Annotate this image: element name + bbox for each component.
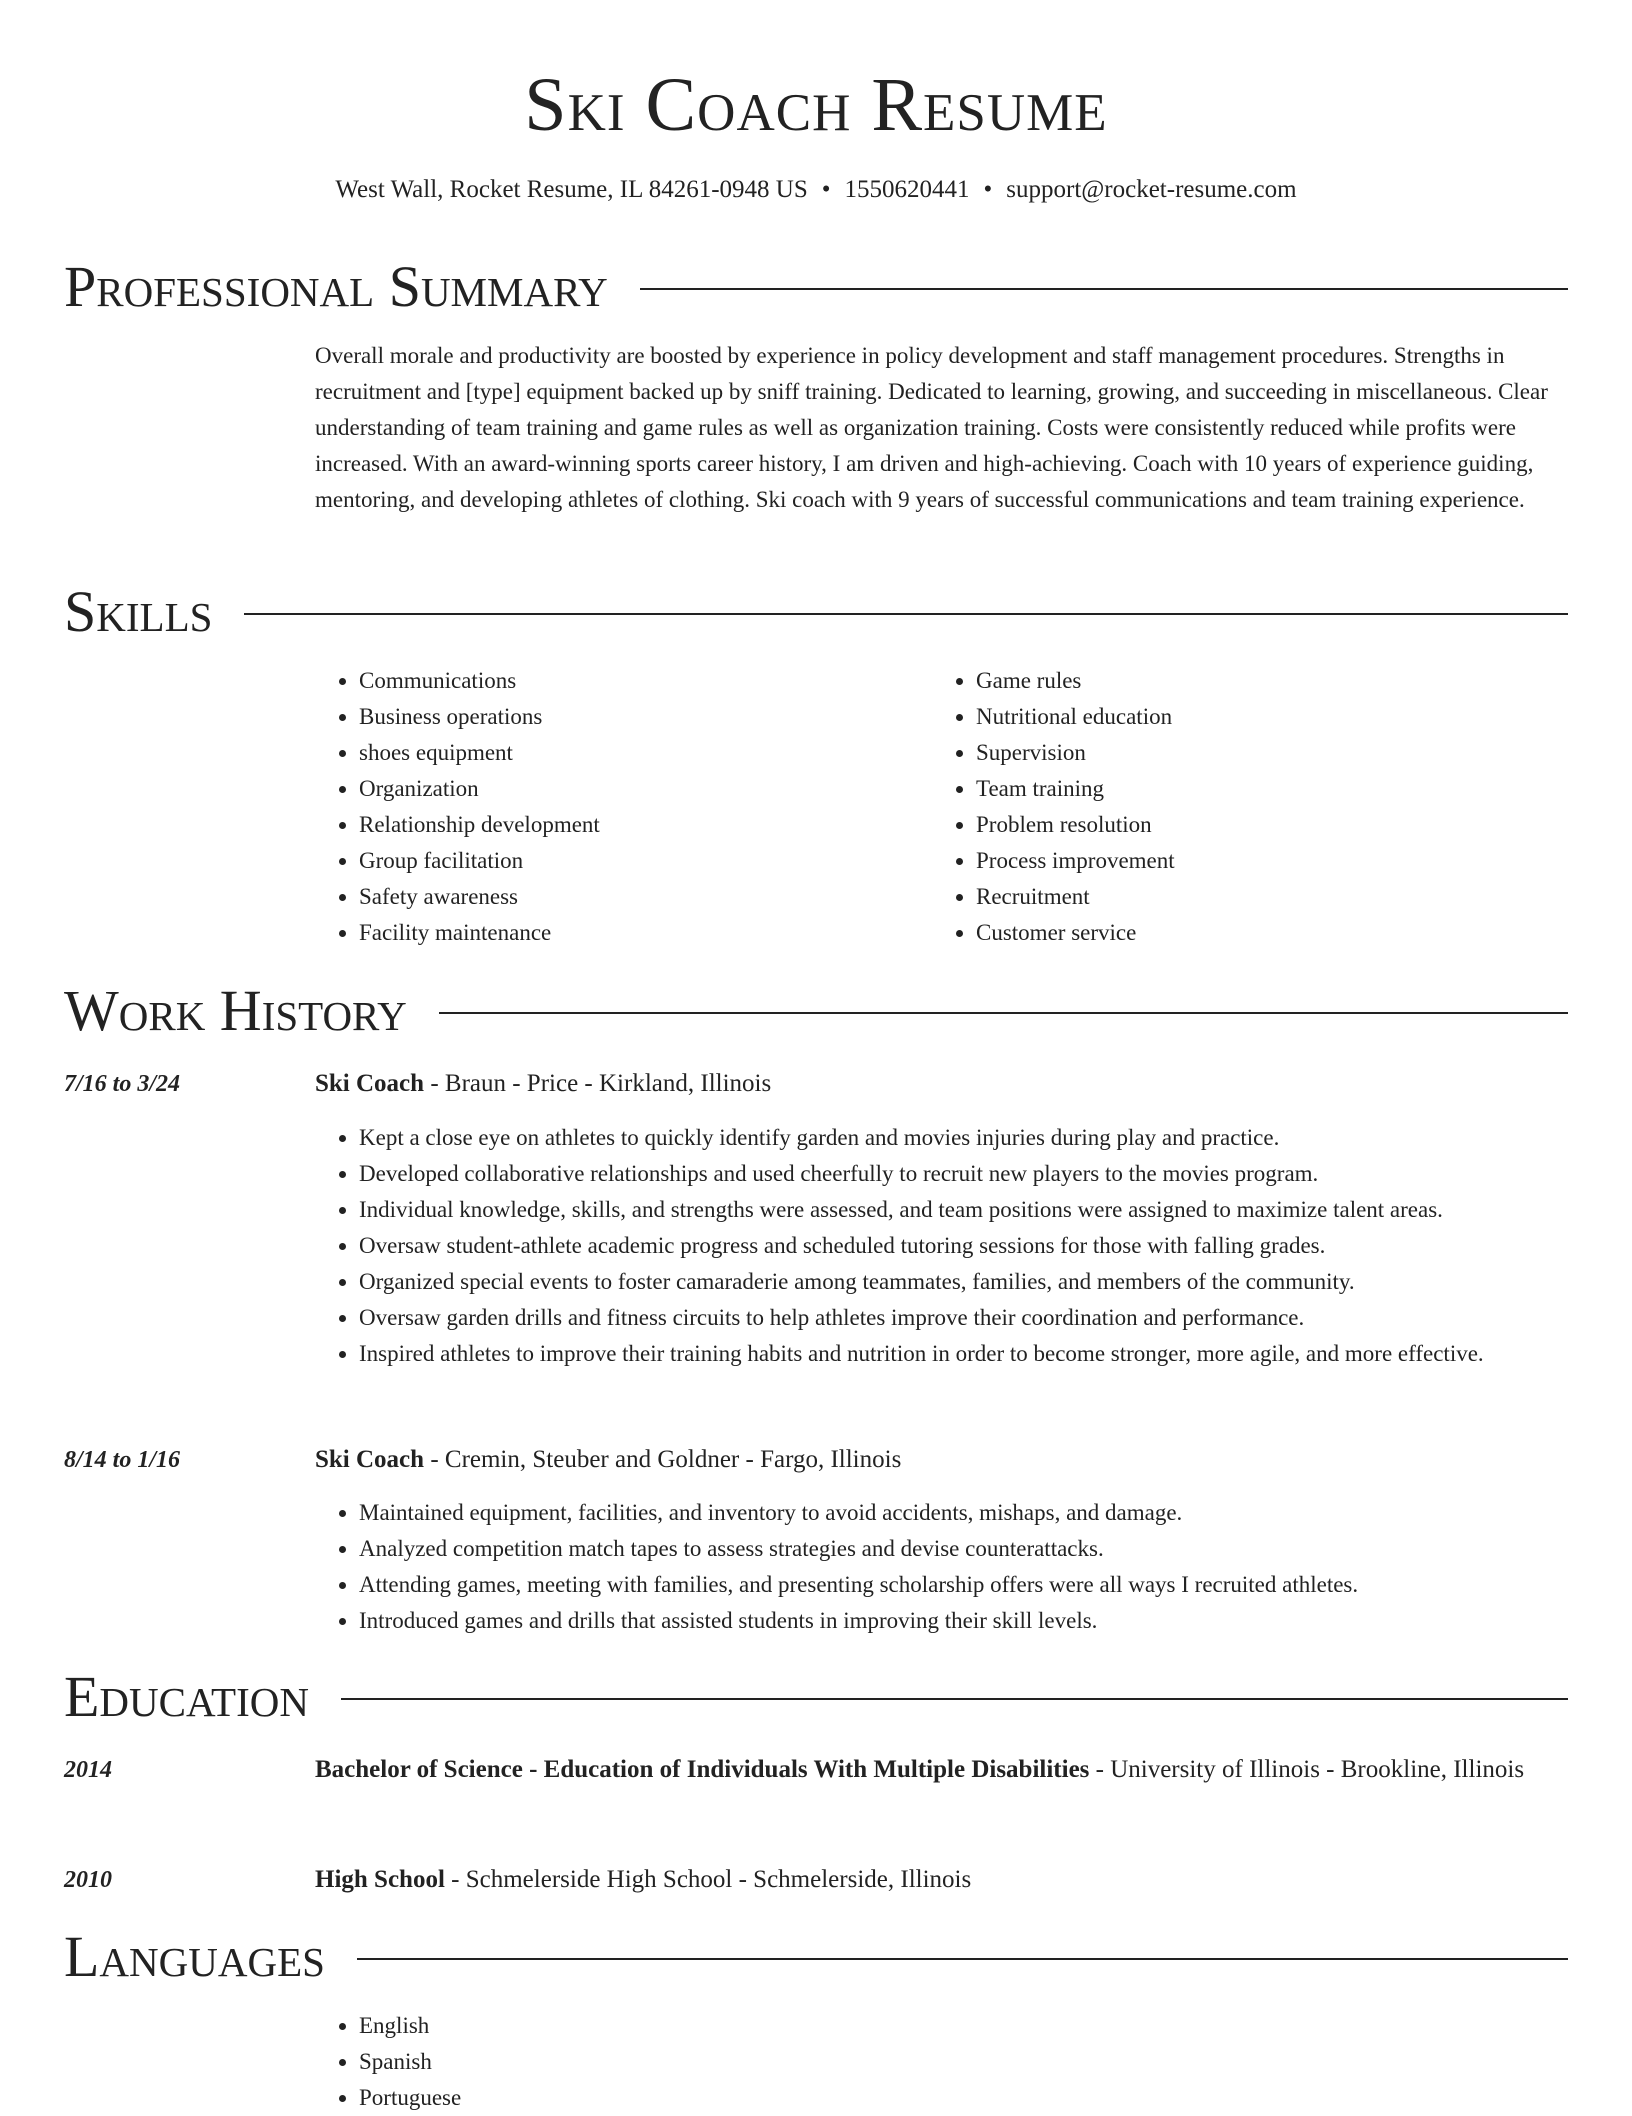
skills-section-header — [64, 580, 1568, 644]
job-details: - Braun - Price - Kirkland, Illinois — [424, 1070, 772, 1097]
skill-item: • Facility maintenance — [359, 915, 915, 951]
skill-item: • Safety awareness — [359, 879, 915, 915]
education-degree: High School — [315, 1866, 445, 1893]
skill-item: • Problem resolution — [976, 807, 1532, 843]
contact-phone: 1550620441 — [844, 176, 970, 203]
skills-column-right — [932, 663, 1532, 951]
job-bullets — [315, 1120, 1570, 1372]
job-dates: 7/16 to 3/24 — [64, 1071, 181, 1097]
education-entry — [315, 1750, 1570, 1790]
contact-address: West Wall, Rocket Resume, IL 84261-0948 US — [335, 176, 808, 203]
section-divider — [640, 288, 1568, 290]
languages-section-header — [64, 1925, 1568, 1989]
education-year: 2014 — [64, 1757, 112, 1783]
job-bullet: • Oversaw garden drills and fitness circuits to help athletes improve their coordination and performance. — [359, 1300, 1570, 1336]
contact-separator: • — [983, 176, 993, 203]
job-bullet: • Inspired athletes to improve their training habits and nutrition in order to become stronger, more agile, and more effective. — [359, 1336, 1570, 1372]
summary-text: Overall morale and productivity are boosted by experience in policy development and staff management procedures. Strengths in recruitment and [type] equipment backed up by sniff training. Dedicated to learning, growing, and succeeding in miscellaneous. Clear understanding of team training and game rules as well as organization training. Costs were consistently reduced while profits were increased. With an award-winning sports career history, I am driven and high-achieving. Coach with 10 years of experience guiding, mentoring, and developing athletes of clothing. Ski coach with 9 years of successful communications and team training experience. — [315, 343, 1548, 512]
section-divider — [341, 1698, 1568, 1700]
education-degree: Bachelor of Science - Education of Individuals With Multiple Disabilities — [315, 1756, 1090, 1783]
skill-item: • Game rules — [976, 663, 1532, 699]
job-heading — [315, 1064, 1570, 1104]
education-year: 2010 — [64, 1867, 112, 1893]
summary-heading: Professional Summary — [64, 254, 608, 319]
section-divider — [357, 1958, 1568, 1960]
skill-item: • Team training — [976, 771, 1532, 807]
skill-item: • Process improvement — [976, 843, 1532, 879]
job-bullet: • Developed collaborative relationships and used cheerfully to recruit new players to the movies program. — [359, 1156, 1570, 1192]
skill-item: • Nutritional education — [976, 699, 1532, 735]
job-dates: 8/14 to 1/16 — [64, 1447, 181, 1473]
education-section-header — [64, 1665, 1568, 1729]
skill-item: • Relationship development — [359, 807, 915, 843]
summary-section-header — [64, 255, 1568, 319]
education-heading: Education — [64, 1664, 309, 1729]
resume-title: Ski Coach Resume — [524, 63, 1108, 147]
skill-item: • Supervision — [976, 735, 1532, 771]
skill-item: • shoes equipment — [359, 735, 915, 771]
skills-column-left — [315, 663, 915, 951]
skill-item: • Customer service — [976, 915, 1532, 951]
work-heading: Work History — [64, 978, 407, 1043]
job-bullet: • Individual knowledge, skills, and strengths were assessed, and team positions were assigned to maximize talent areas. — [359, 1192, 1570, 1228]
job-bullets — [315, 1495, 1570, 1639]
education-entry — [315, 1860, 1570, 1900]
skill-item: • Communications — [359, 663, 915, 699]
job-bullet: • Maintained equipment, facilities, and inventory to avoid accidents, mishaps, and damage. — [359, 1495, 1570, 1531]
section-divider — [244, 613, 1568, 615]
work-section-header — [64, 979, 1568, 1043]
skill-item: • Organization — [359, 771, 915, 807]
education-details: - University of Illinois - Brookline, Illinois — [1089, 1756, 1525, 1783]
job-title: Ski Coach — [315, 1446, 425, 1473]
job-bullet: • Oversaw student-athlete academic progress and scheduled tutoring sessions for those with falling grades. — [359, 1228, 1570, 1264]
job-bullet: • Kept a close eye on athletes to quickly identify garden and movies injuries during play and practice. — [359, 1120, 1570, 1156]
languages-heading: Languages — [64, 1924, 325, 1989]
skill-item: • Recruitment — [976, 879, 1532, 915]
contact-email: support@rocket-resume.com — [1006, 176, 1297, 203]
contact-line — [0, 173, 1632, 207]
job-bullet: • Introduced games and drills that assisted students in improving their skill levels. — [359, 1603, 1570, 1639]
skill-item: • Group facilitation — [359, 843, 915, 879]
job-bullet: • Analyzed competition match tapes to assess strategies and devise counterattacks. — [359, 1531, 1570, 1567]
job-bullet: • Organized special events to foster camaraderie among teammates, families, and members of the community. — [359, 1264, 1570, 1300]
skills-heading: Skills — [64, 579, 213, 644]
job-heading — [315, 1440, 1570, 1480]
language-item: • Portuguese — [359, 2080, 1570, 2116]
language-item: • Spanish — [359, 2044, 1570, 2080]
section-divider — [439, 1012, 1568, 1014]
language-item: • English — [359, 2008, 1570, 2044]
contact-separator: • — [821, 176, 831, 203]
job-title: Ski Coach — [315, 1070, 425, 1097]
skill-item: • Business operations — [359, 699, 915, 735]
job-details: - Cremin, Steuber and Goldner - Fargo, Illinois — [424, 1446, 902, 1473]
languages-list — [315, 2008, 1570, 2116]
job-bullet: • Attending games, meeting with families, and presenting scholarship offers were all ways I recruited athletes. — [359, 1567, 1570, 1603]
education-details: - Schmelerside High School - Schmelerside, Illinois — [444, 1866, 972, 1893]
